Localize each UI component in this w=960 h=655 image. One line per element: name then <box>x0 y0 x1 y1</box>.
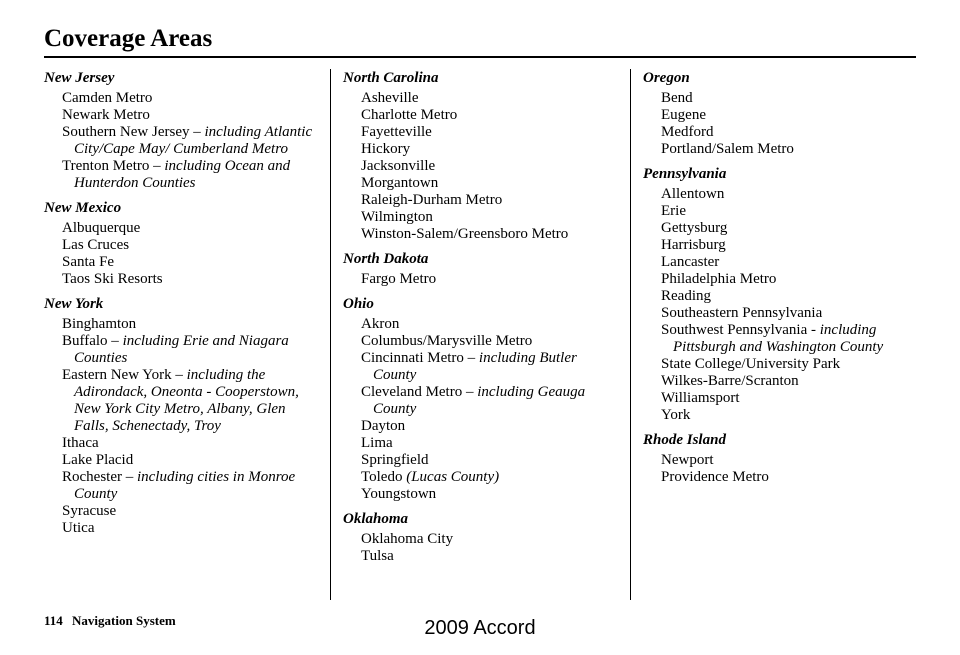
state-heading: New York <box>44 296 104 312</box>
title-rule <box>44 56 916 58</box>
city-item <box>44 316 320 333</box>
city-list <box>643 186 919 424</box>
city-item <box>343 418 619 435</box>
city-name: Raleigh-Durham Metro <box>361 192 503 208</box>
city-name: Lancaster <box>661 254 720 270</box>
city-item <box>343 90 619 107</box>
city-name: York <box>661 407 691 423</box>
city-name: Charlotte Metro <box>361 107 458 123</box>
city-item <box>643 203 919 220</box>
city-name: Columbus/Marysville Metro <box>361 333 533 349</box>
city-item <box>343 175 619 192</box>
city-item <box>44 107 320 124</box>
city-item <box>643 305 919 322</box>
city-item <box>44 271 320 288</box>
column-divider-2 <box>630 69 631 600</box>
city-item <box>643 271 919 288</box>
city-name: Wilkes-Barre/Scranton <box>661 373 799 389</box>
city-name: Akron <box>361 316 400 332</box>
city-name: Southeastern Pennsylvania <box>661 305 823 321</box>
city-note: including Butler County <box>373 350 577 383</box>
state-heading: Rhode Island <box>643 432 726 448</box>
city-item <box>643 90 919 107</box>
city-name: Toledo <box>361 469 407 485</box>
city-name: Tulsa <box>361 548 394 564</box>
city-name: Camden Metro <box>62 90 153 106</box>
column-2 <box>343 69 619 565</box>
city-item <box>643 322 919 356</box>
city-name: Cincinnati Metro – <box>361 350 479 366</box>
city-item <box>343 158 619 175</box>
city-item <box>643 124 919 141</box>
city-item <box>343 141 619 158</box>
city-item <box>343 333 619 350</box>
city-name: Ithaca <box>62 435 99 451</box>
city-item <box>343 486 619 503</box>
city-item <box>643 237 919 254</box>
city-name: Eastern New York – <box>62 367 187 383</box>
city-item <box>643 469 919 486</box>
city-name: Las Cruces <box>62 237 130 253</box>
city-list <box>44 90 320 192</box>
city-name: Asheville <box>361 90 419 106</box>
city-item <box>643 186 919 203</box>
state-heading: Oklahoma <box>343 511 409 527</box>
city-name: Hickory <box>361 141 411 157</box>
city-item <box>643 288 919 305</box>
city-item <box>44 469 320 503</box>
city-item <box>643 452 919 469</box>
state-heading: Pennsylvania <box>643 166 727 182</box>
city-name: Allentown <box>661 186 725 202</box>
city-item <box>343 209 619 226</box>
city-name: Santa Fe <box>62 254 115 270</box>
city-note: including Pittsburgh and Washington County <box>673 322 884 355</box>
column-1 <box>44 69 320 537</box>
city-name: Eugene <box>661 107 706 123</box>
city-list <box>343 271 619 288</box>
state-heading: New Mexico <box>44 200 122 216</box>
city-name: Williamsport <box>661 390 740 406</box>
city-item <box>44 158 320 192</box>
city-name: Syracuse <box>62 503 117 519</box>
city-name: Fargo Metro <box>361 271 437 287</box>
footer-section: Navigation System <box>72 613 176 628</box>
city-item <box>44 333 320 367</box>
city-name: Binghamton <box>62 316 137 332</box>
city-item <box>44 237 320 254</box>
city-item <box>643 220 919 237</box>
city-list <box>343 316 619 503</box>
city-note: (Lucas County) <box>406 469 500 485</box>
city-name: Cleveland Metro – <box>361 384 478 400</box>
city-item <box>343 384 619 418</box>
city-list <box>44 316 320 537</box>
city-item <box>643 390 919 407</box>
state-heading: New Jersey <box>44 70 115 86</box>
city-list <box>44 220 320 288</box>
city-note: including cities in Monroe County <box>74 469 296 502</box>
city-item <box>343 271 619 288</box>
state-heading: Ohio <box>343 296 374 312</box>
city-item <box>343 350 619 384</box>
city-item <box>44 452 320 469</box>
city-item <box>44 124 320 158</box>
city-name: Youngstown <box>361 486 437 502</box>
city-name: Jacksonville <box>361 158 436 174</box>
city-note: including Erie and Niagara Counties <box>74 333 289 366</box>
city-item <box>343 548 619 565</box>
city-item <box>44 254 320 271</box>
city-item <box>643 356 919 373</box>
city-item <box>44 503 320 520</box>
city-item <box>44 520 320 537</box>
city-item <box>44 435 320 452</box>
city-item <box>343 452 619 469</box>
city-name: Lima <box>361 435 393 451</box>
city-item <box>343 316 619 333</box>
city-name: Medford <box>661 124 714 140</box>
city-name: Lake Placid <box>62 452 134 468</box>
city-name: Newport <box>661 452 714 468</box>
city-item <box>44 367 320 435</box>
state-heading: Oregon <box>643 70 690 86</box>
city-name: Oklahoma City <box>361 531 454 547</box>
city-name: Southwest Pennsylvania - <box>661 322 820 338</box>
city-name: Providence Metro <box>661 469 769 485</box>
column-3 <box>643 69 919 486</box>
city-item <box>643 254 919 271</box>
city-item <box>343 192 619 209</box>
city-name: Fayetteville <box>361 124 432 140</box>
city-name: Portland/Salem Metro <box>661 141 794 157</box>
city-name: Utica <box>62 520 95 536</box>
city-name: Rochester – <box>62 469 137 485</box>
city-item <box>643 373 919 390</box>
city-item <box>343 531 619 548</box>
city-name: Buffalo – <box>62 333 123 349</box>
city-name: Reading <box>661 288 711 304</box>
city-note: including Geauga County <box>373 384 586 417</box>
city-name: Dayton <box>361 418 406 434</box>
city-name: Winston-Salem/Greensboro Metro <box>361 226 569 242</box>
page-title: Coverage Areas <box>44 25 213 52</box>
state-heading: North Carolina <box>343 70 439 86</box>
city-name: Erie <box>661 203 686 219</box>
city-name: Bend <box>661 90 693 106</box>
city-list <box>343 531 619 565</box>
city-note: including Ocean and Hunterdon Counties <box>74 158 291 191</box>
city-list <box>643 90 919 158</box>
city-item <box>343 435 619 452</box>
city-item <box>643 407 919 424</box>
page-number: 114 <box>44 613 63 628</box>
city-name: Philadelphia Metro <box>661 271 777 287</box>
city-name: Wilmington <box>361 209 433 225</box>
city-name: Taos Ski Resorts <box>62 271 163 287</box>
city-note: including Atlantic City/Cape May/ Cumberland Metro <box>74 124 313 157</box>
column-divider-1 <box>330 69 331 600</box>
city-name: Trenton Metro – <box>62 158 165 174</box>
city-list <box>343 90 619 243</box>
city-name: Southern New Jersey – <box>62 124 205 140</box>
city-name: State College/University Park <box>661 356 841 372</box>
city-item <box>44 220 320 237</box>
city-name: Morgantown <box>361 175 439 191</box>
city-name: Gettysburg <box>661 220 728 236</box>
city-item <box>343 107 619 124</box>
watermark: 2009 Accord <box>424 617 536 639</box>
city-item <box>643 107 919 124</box>
city-item <box>343 124 619 141</box>
city-item <box>643 141 919 158</box>
city-note: including the Adirondack, Oneonta - Cooperstown, New York City Metro, Albany, Glen Falls, Schenectady, Troy <box>74 367 299 434</box>
city-name: Newark Metro <box>62 107 150 123</box>
city-item <box>343 469 619 486</box>
city-name: Albuquerque <box>62 220 141 236</box>
city-item <box>343 226 619 243</box>
city-item <box>44 90 320 107</box>
city-list <box>643 452 919 486</box>
city-name: Harrisburg <box>661 237 726 253</box>
state-heading: North Dakota <box>343 251 429 267</box>
city-name: Springfield <box>361 452 429 468</box>
